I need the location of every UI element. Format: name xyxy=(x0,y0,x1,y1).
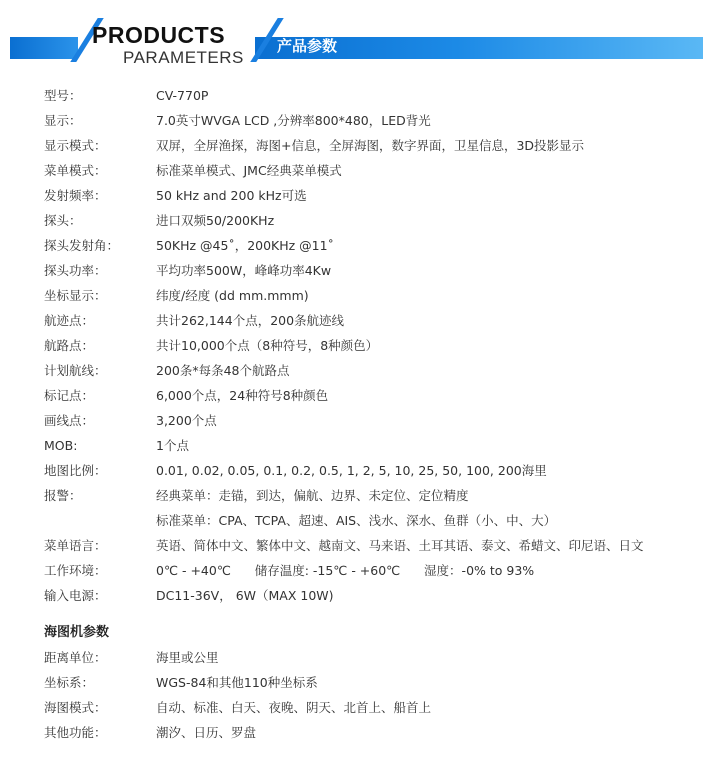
spec-label: 显示： xyxy=(44,113,82,128)
spec-row xyxy=(44,533,694,558)
spec-value: 英语、简体中文、繁体中文、越南文、马来语、土耳其语、泰文、希蜡文、印尼语、日文 xyxy=(156,538,644,553)
spec-label: 探头： xyxy=(44,213,82,228)
spec-label: 输入电源： xyxy=(44,588,107,603)
spec-row xyxy=(44,695,694,720)
spec-row xyxy=(44,433,694,458)
spec-row xyxy=(44,283,694,308)
spec-value: 潮汐、日历、罗盘 xyxy=(156,725,257,740)
spec-row xyxy=(44,483,694,508)
spec-value: 3,200个点 xyxy=(156,413,217,428)
spec-row xyxy=(44,558,694,583)
spec-value: 海里或公里 xyxy=(156,650,219,665)
spec-label: 其他功能： xyxy=(44,725,107,740)
spec-value: 50 kHz and 200 kHz可选 xyxy=(156,188,307,203)
spec-label: 显示模式： xyxy=(44,138,107,153)
spec-label: 坐标显示： xyxy=(44,288,107,303)
spec-label: 菜单语言： xyxy=(44,538,107,553)
header-title-main: PRODUCTS xyxy=(92,22,226,48)
spec-row xyxy=(44,458,694,483)
spec-value: 经典菜单：走锚，到达，偏航、边界、未定位、定位精度 xyxy=(156,488,469,503)
spec-label: 报警： xyxy=(44,488,82,503)
spec-value: 0.01, 0.02, 0.05, 0.1, 0.2, 0.5, 1, 2, 5, 10, 25, 50, 100, 200海里 xyxy=(156,463,547,478)
spec-value: 6,000个点，24种符号8种颜色 xyxy=(156,388,329,403)
spec-row xyxy=(44,383,694,408)
spec-value: 1个点 xyxy=(156,438,189,453)
spec-label: 探头功率： xyxy=(44,263,107,278)
spec-value: WGS-84和其他110种坐标系 xyxy=(156,675,318,690)
spec-value: DC11-36V， 6W（MAX 10W) xyxy=(156,588,334,603)
spec-row xyxy=(44,108,694,133)
spec-value: 双屏，全屏渔探，海图+信息，全屏海图，数字界面，卫星信息，3D投影显示 xyxy=(156,138,585,153)
spec-value: 平均功率500W，峰峰功率4Kw xyxy=(156,263,332,278)
spec-label: 距离单位： xyxy=(44,650,107,665)
spec-row xyxy=(44,670,694,695)
spec-row xyxy=(44,308,694,333)
spec-label: 地图比例： xyxy=(44,463,107,478)
spec-value: 0℃ - +40℃ 储存温度: -15℃ - +60℃ 湿度：-0% to 93% xyxy=(156,563,535,578)
spec-label: 海图模式： xyxy=(44,700,107,715)
spec-row xyxy=(44,83,694,108)
spec-value: 50KHz @45˚，200KHz @11˚ xyxy=(156,238,334,253)
spec-row xyxy=(44,133,694,158)
header-title-cn: 产品参数 xyxy=(277,37,338,55)
spec-value: 自动、标准、白天、夜晚、阴天、北首上、船首上 xyxy=(156,700,432,715)
spec-row xyxy=(44,720,694,745)
spec-value: 标准菜单：CPA、TCPA、超速、AIS、浅水、深水、鱼群（小、中、大） xyxy=(156,513,557,528)
spec-value: 共计10,000个点（8种符号，8种颜色） xyxy=(156,338,379,353)
spec-row xyxy=(44,183,694,208)
spec-label: 计划航线： xyxy=(44,363,107,378)
spec-row xyxy=(44,583,694,608)
spec-list xyxy=(44,83,694,745)
spec-value: 7.0英寸WVGA LCD ,分辨率800*480，LED背光 xyxy=(156,113,431,128)
spec-label: 工作环境： xyxy=(44,563,107,578)
header-title-sub: PARAMETERS xyxy=(123,48,244,67)
spec-value: 纬度/经度 (dd mm.mmm) xyxy=(156,288,309,303)
spec-label: 航路点： xyxy=(44,338,95,353)
spec-label: 坐标系： xyxy=(44,675,95,690)
spec-label: 画线点： xyxy=(44,413,95,428)
section-header xyxy=(0,0,703,75)
spec-row xyxy=(44,645,694,670)
spec-value: CV-770P xyxy=(156,88,209,103)
spec-label: 航迹点： xyxy=(44,313,95,328)
spec-label: 发射频率： xyxy=(44,188,107,203)
spec-row xyxy=(44,158,694,183)
spec-row xyxy=(44,408,694,433)
spec-label: 型号： xyxy=(44,88,82,103)
spec-value: 共计262,144个点，200条航迹线 xyxy=(156,313,345,328)
spec-row xyxy=(44,508,694,533)
spec-label: 标记点： xyxy=(44,388,95,403)
chart-section-title: 海图机参数 xyxy=(44,625,110,640)
spec-row xyxy=(44,333,694,358)
spec-row xyxy=(44,233,694,258)
spec-row xyxy=(44,208,694,233)
spec-value: 标准菜单模式、JMC经典菜单模式 xyxy=(156,163,342,178)
header-left-strip xyxy=(10,37,78,59)
spec-row xyxy=(44,258,694,283)
spec-label: 菜单模式： xyxy=(44,163,107,178)
spec-label: 探头发射角： xyxy=(44,238,120,253)
spec-value: 进口双频50/200KHz xyxy=(156,213,275,228)
spec-value: 200条*每条48个航路点 xyxy=(156,363,290,378)
spec-row xyxy=(44,358,694,383)
spec-label: MOB: xyxy=(44,438,78,453)
